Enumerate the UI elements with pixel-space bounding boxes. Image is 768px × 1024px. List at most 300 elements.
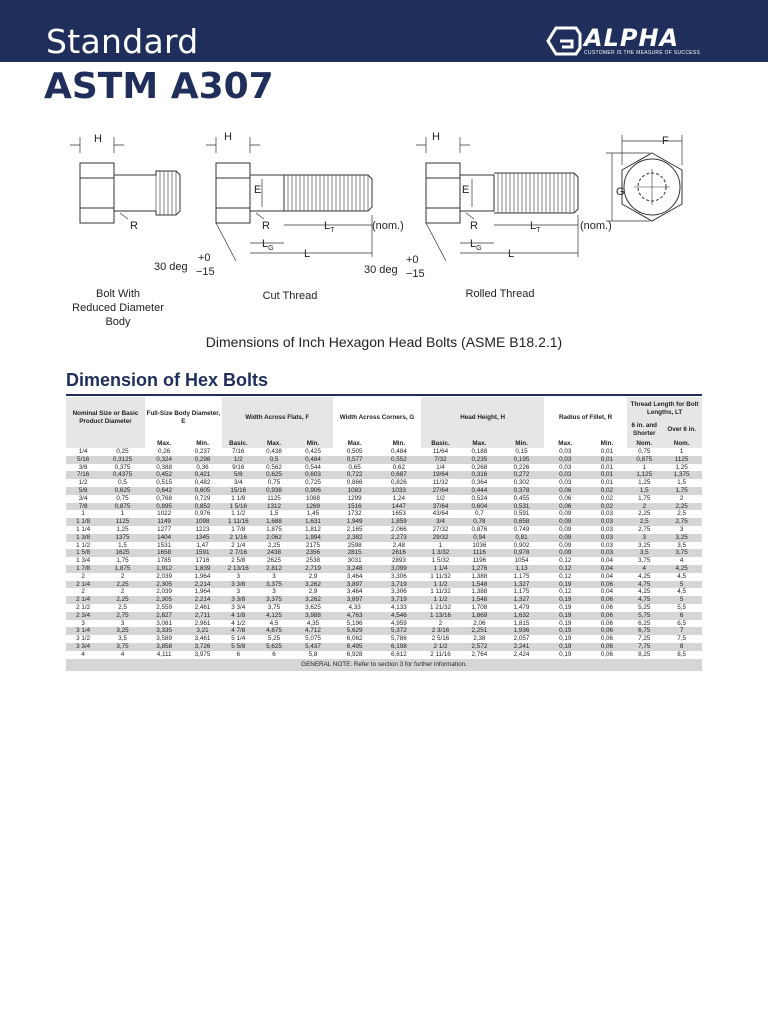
table-cell: 1 3/32 <box>421 549 459 557</box>
table-cell: 2,764 <box>460 651 499 659</box>
table-cell: 5,786 <box>376 635 421 643</box>
table-cell: 4,25 <box>661 565 702 573</box>
hex-bolt-dimension-table <box>66 397 702 671</box>
table-cell: 3,75 <box>661 549 702 557</box>
table-cell: 0,5 <box>255 456 293 464</box>
table-cell: 1 1/8 <box>222 495 255 503</box>
table-cell: 1,25 <box>661 464 702 472</box>
table-cell: 7,75 <box>627 643 661 651</box>
table-cell: 0,978 <box>499 549 544 557</box>
table-cell: 0,75 <box>100 495 145 503</box>
table-cell: 0,866 <box>333 479 377 487</box>
table-cell: 29/32 <box>421 534 459 542</box>
table-cell: 3,262 <box>293 581 332 589</box>
table-cell: 1447 <box>376 503 421 511</box>
table-row <box>66 604 702 612</box>
table-cell: 0,906 <box>293 487 332 495</box>
table-cell: 1,964 <box>183 588 221 596</box>
table-cell: 0,36 <box>183 464 221 472</box>
table-cell: 4 1/2 <box>222 620 255 628</box>
table-cell: 5,196 <box>333 620 377 628</box>
table-cell: 6,062 <box>333 635 377 643</box>
table-cell: 7/32 <box>421 456 459 464</box>
table-cell: 1/2 <box>222 456 255 464</box>
table-cell: 0,03 <box>587 549 628 557</box>
table-cell: 0,876 <box>460 526 499 534</box>
table-cell: 3 <box>222 573 255 581</box>
table-cell: 0,01 <box>587 471 628 479</box>
table-cell: 2 <box>661 495 702 503</box>
table-cell: 0,3125 <box>100 456 145 464</box>
table-cell: 0,04 <box>587 588 628 596</box>
table-cell: 1,47 <box>183 542 221 550</box>
table-cell: 0,09 <box>544 534 587 542</box>
table-cell: 2,062 <box>255 534 293 542</box>
table-cell: 5,5 <box>661 604 702 612</box>
table-cell: 1531 <box>145 542 183 550</box>
table-cell: 2 <box>66 573 100 581</box>
table-row <box>66 565 702 573</box>
table-cell: 0,455 <box>499 495 544 503</box>
table-cell: 0,268 <box>460 464 499 472</box>
table-cell: 0,06 <box>587 651 628 659</box>
table-cell: 1,327 <box>499 596 544 604</box>
table-cell: 2598 <box>333 542 377 550</box>
table-cell: 0,826 <box>376 479 421 487</box>
table-row <box>66 588 702 596</box>
table-cell: 0,625 <box>100 487 145 495</box>
table-cell: 0,75 <box>255 479 293 487</box>
table-cell: 0,482 <box>183 479 221 487</box>
table-cell: 2,25 <box>100 596 145 604</box>
table-cell: 2893 <box>376 557 421 565</box>
table-cell: 1,688 <box>255 518 293 526</box>
table-cell: 0,577 <box>333 456 377 464</box>
table-cell: 0,12 <box>544 573 587 581</box>
table-cell: 5,372 <box>376 627 421 635</box>
table-cell: 0,09 <box>544 542 587 550</box>
table-cell: 3,21 <box>183 627 221 635</box>
table-cell: 3,719 <box>376 596 421 604</box>
table-cell: 0,19 <box>544 643 587 651</box>
dim-label-r-2: R <box>262 220 270 232</box>
table-cell: 0,902 <box>499 542 544 550</box>
table-cell: 2,424 <box>499 651 544 659</box>
table-cell: 1196 <box>460 557 499 565</box>
table-row <box>66 651 702 659</box>
table-row <box>66 581 702 589</box>
table-cell: 0,78 <box>460 518 499 526</box>
table-cell: 1 11/32 <box>421 588 459 596</box>
table-row <box>66 510 702 518</box>
table-cell: 1 <box>661 448 702 456</box>
dim-label-e-3: E <box>462 184 470 196</box>
table-cell: 0,02 <box>587 495 628 503</box>
table-cell: 5 <box>661 581 702 589</box>
table-cell: 2438 <box>255 549 293 557</box>
table-cell: 3 3/8 <box>222 596 255 604</box>
table-cell: 37/64 <box>421 503 459 511</box>
table-cell: 4,133 <box>376 604 421 612</box>
subheader: Basic. <box>222 439 255 448</box>
table-cell: 2 5/8 <box>222 557 255 565</box>
table-cell: 1345 <box>183 534 221 542</box>
table-cell: 0,03 <box>544 464 587 472</box>
table-row <box>66 627 702 635</box>
table-cell: 2,251 <box>460 627 499 635</box>
table-cell: 1,875 <box>100 565 145 573</box>
table-cell: 0,01 <box>587 479 628 487</box>
table-cell: 1 7/8 <box>222 526 255 534</box>
table-cell: 3 3/4 <box>222 604 255 612</box>
col-group-head-height: Head Height, H <box>421 397 544 439</box>
table-cell: 3 1/2 <box>66 635 100 643</box>
table-cell: 1 1/8 <box>66 518 100 526</box>
table-row <box>66 503 702 511</box>
table-cell: 1/2 <box>66 479 100 487</box>
table-cell: 0,425 <box>293 448 332 456</box>
table-cell: 3,464 <box>333 588 377 596</box>
table-cell: 4,75 <box>627 596 661 604</box>
table-cell: 1,912 <box>145 565 183 573</box>
angle-label-2: 30 deg <box>154 261 188 273</box>
table-cell: 1404 <box>145 534 183 542</box>
table-cell: 0,562 <box>255 464 293 472</box>
table-cell: 1 7/8 <box>66 565 100 573</box>
col-group-thread-length: Thread Length for Bolt Lengths, LT <box>627 397 702 421</box>
table-cell: 1 3/4 <box>66 557 100 565</box>
table-cell: 1,45 <box>293 510 332 518</box>
table-cell: 3,625 <box>293 604 332 612</box>
table-cell: 5,625 <box>255 643 293 651</box>
table-cell: 1116 <box>460 549 499 557</box>
table-cell: 5,075 <box>293 635 332 643</box>
table-cell: 0,12 <box>544 557 587 565</box>
col-group-width-corners: Width Across Corners, G <box>333 397 422 439</box>
table-row <box>66 534 702 542</box>
table-row <box>66 596 702 604</box>
table-cell: 2175 <box>293 542 332 550</box>
table-cell: 2 <box>66 588 100 596</box>
table-cell: 0,272 <box>499 471 544 479</box>
table-cell: 1,708 <box>460 604 499 612</box>
table-cell: 0,03 <box>544 471 587 479</box>
table-cell: 5/8 <box>66 487 100 495</box>
table-cell: 5/8 <box>222 471 255 479</box>
table-cell: 2 1/4 <box>222 542 255 550</box>
table-cell: 7,25 <box>627 635 661 643</box>
table-cell: 6,5 <box>661 620 702 628</box>
table-cell: 1,24 <box>376 495 421 503</box>
table-cell: 4,5 <box>661 573 702 581</box>
table-cell: 0,03 <box>587 534 628 542</box>
table-cell: 1,812 <box>293 526 332 534</box>
table-row <box>66 464 702 472</box>
table-cell: 0,12 <box>544 565 587 573</box>
table-cell: 1,276 <box>460 565 499 573</box>
table-cell: 2,066 <box>376 526 421 534</box>
table-cell: 0,01 <box>587 464 628 472</box>
table-cell: 1,815 <box>499 620 544 628</box>
table-cell: 0,524 <box>460 495 499 503</box>
table-cell: 4,546 <box>376 612 421 620</box>
table-cell: 3,081 <box>145 620 183 628</box>
subheader: Min. <box>499 439 544 448</box>
table-cell: 0,75 <box>627 448 661 456</box>
table-cell: 6,25 <box>627 620 661 628</box>
table-cell: 0,15 <box>499 448 544 456</box>
logo-word: ALPHA <box>584 24 680 52</box>
table-cell: 1,548 <box>460 581 499 589</box>
table-row <box>66 471 702 479</box>
table-cell: 3,464 <box>333 573 377 581</box>
table-cell: 1098 <box>183 518 221 526</box>
table-cell: 3,306 <box>376 588 421 596</box>
table-cell: 2 11/16 <box>421 651 459 659</box>
subheader: Min. <box>183 439 221 448</box>
table-cell: 2 <box>100 588 145 596</box>
table-cell: 1/2 <box>421 495 459 503</box>
table-cell: 43/64 <box>421 510 459 518</box>
table-cell: 1299 <box>333 495 377 503</box>
table-cell: 0,749 <box>499 526 544 534</box>
table-cell: 2,5 <box>661 510 702 518</box>
dim-label-l-2: L <box>304 248 311 260</box>
table-cell: 1,125 <box>627 471 661 479</box>
dim-label-lg-3: $L_G$ <box>470 238 482 252</box>
caption-reduced-2: Reduced Diameter <box>72 302 164 314</box>
table-cell: 1,75 <box>627 495 661 503</box>
table-cell: 0,19 <box>544 651 587 659</box>
table-cell: 1,25 <box>627 479 661 487</box>
table-cell: 3 <box>255 573 293 581</box>
table-cell: 3,75 <box>255 604 293 612</box>
table-cell: 11/64 <box>421 448 459 456</box>
table-cell: 1,839 <box>183 565 221 573</box>
table-cell: 3,461 <box>183 635 221 643</box>
table-cell: 2,461 <box>183 604 221 612</box>
table-cell: 1,327 <box>499 581 544 589</box>
table-cell: 4,875 <box>255 627 293 635</box>
table-cell: 0,09 <box>544 510 587 518</box>
table-cell: 8,5 <box>661 651 702 659</box>
table-general-note: GENERAL NOTE: Refer to section 3 for further information. <box>66 659 702 671</box>
table-cell: 1,949 <box>333 518 377 526</box>
table-row <box>66 526 702 534</box>
table-cell: 3,975 <box>183 651 221 659</box>
table-cell: 3,375 <box>255 596 293 604</box>
table-cell: 1033 <box>376 487 421 495</box>
table-cell: 2625 <box>255 557 293 565</box>
table-cell: 2 1/2 <box>66 604 100 612</box>
table-cell: 1 <box>627 464 661 472</box>
col-lt-short: 6 in. and Shorter <box>627 421 661 439</box>
table-cell: 3 3/4 <box>66 643 100 651</box>
table-cell: 1083 <box>333 487 377 495</box>
table-cell: 2 3/16 <box>421 627 459 635</box>
table-cell: 2 <box>421 620 459 628</box>
table-cell: 0,378 <box>499 487 544 495</box>
table-cell: 2,305 <box>145 596 183 604</box>
table-row <box>66 518 702 526</box>
table-cell: 1/4 <box>66 448 100 456</box>
table-cell: 0,02 <box>587 503 628 511</box>
dim-label-g: G <box>616 186 625 198</box>
table-cell: 1,375 <box>661 471 702 479</box>
table-cell: 2616 <box>376 549 421 557</box>
table-cell: 5,25 <box>627 604 661 612</box>
table-cell: 2,039 <box>145 573 183 581</box>
table-cell: 1375 <box>100 534 145 542</box>
table-cell: 3,375 <box>255 581 293 589</box>
table-cell: 3,099 <box>376 565 421 573</box>
table-cell: 3,719 <box>376 581 421 589</box>
dim-label-nom-3: (nom.) <box>580 220 612 232</box>
dim-label-l-3: L <box>508 248 515 260</box>
table-cell: 1036 <box>460 542 499 550</box>
table-cell: 1653 <box>376 510 421 518</box>
table-cell: 1 5/16 <box>222 503 255 511</box>
table-cell: 5,437 <box>293 643 332 651</box>
table-cell: 0,938 <box>255 487 293 495</box>
hex-bolt-diagram <box>50 125 730 335</box>
table-cell: 2,711 <box>183 612 221 620</box>
table-cell: 3,335 <box>145 627 183 635</box>
dim-label-lt-3: $L_T$ <box>530 220 541 234</box>
table-cell: 1,175 <box>499 573 544 581</box>
subheader: Nom. <box>627 439 661 448</box>
table-cell: 1,631 <box>293 518 332 526</box>
table-cell: 3 <box>66 620 100 628</box>
table-cell: 4,33 <box>333 604 377 612</box>
caption-reduced-3: Body <box>105 316 131 328</box>
table-cell: 2,559 <box>145 604 183 612</box>
table-cell: 0,04 <box>587 573 628 581</box>
table-cell: 2,25 <box>661 503 702 511</box>
table-cell: 0,12 <box>544 588 587 596</box>
table-cell: 4,125 <box>255 612 293 620</box>
logo-tagline: CUSTOMER IS THE MEASURE OF SUCCESS <box>584 50 701 56</box>
table-cell: 0,09 <box>544 526 587 534</box>
table-cell: 1,632 <box>499 612 544 620</box>
table-cell: 0,06 <box>587 635 628 643</box>
dim-label-r-3: R <box>470 220 478 232</box>
table-cell: 0,04 <box>587 557 628 565</box>
table-cell: 0,06 <box>587 643 628 651</box>
table-cell: 1,994 <box>293 534 332 542</box>
dim-label-f: F <box>662 135 669 147</box>
table-cell: 2 1/4 <box>66 581 100 589</box>
table-cell: 2,305 <box>145 581 183 589</box>
table-cell: 0,976 <box>183 510 221 518</box>
table-cell: 1625 <box>100 549 145 557</box>
table-cell: 2,057 <box>499 635 544 643</box>
dim-label-nom-2: (nom.) <box>372 220 404 232</box>
table-cell: 0,603 <box>293 471 332 479</box>
table-cell: 0,298 <box>183 456 221 464</box>
table-cell: 0,06 <box>587 596 628 604</box>
table-cell: 1 1/2 <box>421 596 459 604</box>
table-cell: 2,25 <box>627 510 661 518</box>
table-cell: 1,25 <box>100 526 145 534</box>
table-cell: 8,25 <box>627 651 661 659</box>
dim-label-lg-2: $L_G$ <box>262 238 274 252</box>
table-cell: 0,09 <box>544 549 587 557</box>
table-cell: 9/16 <box>222 464 255 472</box>
table-cell: 2,812 <box>255 565 293 573</box>
table-cell: 5,629 <box>333 627 377 635</box>
table-cell: 0,06 <box>544 487 587 495</box>
table-cell: 2,38 <box>460 635 499 643</box>
table-cell: 1,75 <box>661 487 702 495</box>
table-cell: 0,4375 <box>100 471 145 479</box>
table-cell: 3,75 <box>627 557 661 565</box>
table-cell: 0,642 <box>145 487 183 495</box>
table-cell: 6,928 <box>333 651 377 659</box>
table-cell: 1149 <box>145 518 183 526</box>
page-title: ASTM A307 <box>44 66 274 107</box>
dim-label-h-2: H <box>224 131 232 143</box>
subheader: Min. <box>293 439 332 448</box>
table-row <box>66 620 702 628</box>
table-row <box>66 487 702 495</box>
table-cell: 1088 <box>293 495 332 503</box>
dim-label-lt-2: $L_T$ <box>324 220 335 234</box>
subheader: Max. <box>255 439 293 448</box>
table-cell: 2,75 <box>627 526 661 534</box>
table-cell: 0,19 <box>544 581 587 589</box>
table-cell: 2,06 <box>460 620 499 628</box>
table-cell: 1785 <box>145 557 183 565</box>
table-cell: 5 5/8 <box>222 643 255 651</box>
tol-plus-3: +0 <box>406 254 419 266</box>
table-cell: 4,959 <box>376 620 421 628</box>
table-cell: 2,9 <box>293 573 332 581</box>
table-cell: 1591 <box>183 549 221 557</box>
table-cell: 3/4 <box>66 495 100 503</box>
table-cell: 2,25 <box>100 581 145 589</box>
table-cell: 3,25 <box>661 534 702 542</box>
table-cell: 5 1/4 <box>222 635 255 643</box>
table-cell: 1125 <box>100 518 145 526</box>
dim-label-h-1: H <box>94 133 102 145</box>
table-cell: 0,02 <box>587 487 628 495</box>
table-row <box>66 542 702 550</box>
table-cell: 2,25 <box>255 542 293 550</box>
table-cell: 0,531 <box>499 503 544 511</box>
table-cell: 2,75 <box>661 518 702 526</box>
table-cell: 5,8 <box>293 651 332 659</box>
table-cell: 3 <box>255 588 293 596</box>
table-cell: 1054 <box>499 557 544 565</box>
section-rule <box>66 394 702 396</box>
col-group-fillet-radius: Radius of Fillet, R <box>544 397 627 439</box>
table-cell: 1 1/2 <box>222 510 255 518</box>
table-cell: 0,81 <box>499 534 544 542</box>
table-cell: 0,19 <box>544 627 587 635</box>
table-row <box>66 643 702 651</box>
table-cell: 7 <box>661 627 702 635</box>
figure-caption: Dimensions of Inch Hexagon Head Bolts (ASME B18.2.1) <box>205 334 563 350</box>
table-cell: 27/64 <box>421 487 459 495</box>
table-cell: 2 3/4 <box>66 612 100 620</box>
table-cell: 0,26 <box>145 448 183 456</box>
table-cell: 0,03 <box>587 526 628 534</box>
logo-mark-icon <box>546 26 582 56</box>
table-cell: 1,75 <box>100 557 145 565</box>
table-cell: 0,06 <box>587 604 628 612</box>
table-cell: 2,827 <box>145 612 183 620</box>
